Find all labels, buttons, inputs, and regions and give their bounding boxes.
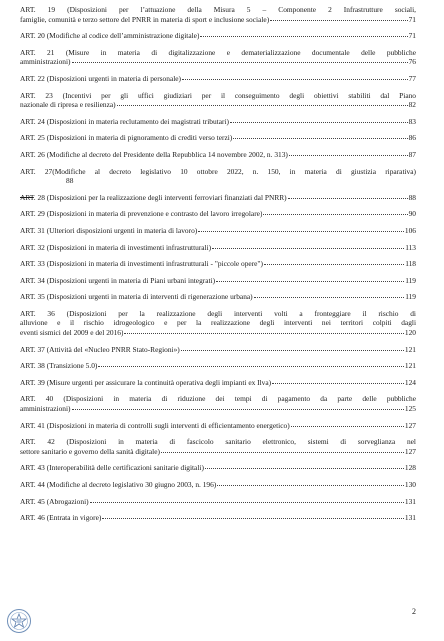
toc-page-number: 118 <box>405 259 416 269</box>
toc-page-number: 82 <box>408 100 416 110</box>
toc-page-number: 71 <box>408 14 416 24</box>
toc-page-number: 128 <box>404 463 416 473</box>
toc-entry-title-line: ART. 23 (Incentivi per gli uffici giudiziari per il conseguimento degli obiettivi stabiliti dal Piano <box>20 90 416 100</box>
leader-dots <box>212 248 404 249</box>
leader-dots <box>124 333 403 334</box>
toc-entry-title: ART. 35 (Disposizioni urgenti in materia di interventi di rigenerazione urbana) <box>20 292 253 302</box>
leader-dots <box>288 198 408 199</box>
leader-dots <box>264 264 404 265</box>
toc-entry-art-19[interactable] <box>20 5 416 24</box>
leader-dots <box>72 409 404 410</box>
leader-dots <box>270 20 407 21</box>
toc-entry-title: ART. 43 (Interoperabilità delle certificazioni sanitarie digitali) <box>20 463 204 473</box>
leader-dots <box>217 485 404 486</box>
toc-entry-art-27[interactable] <box>20 167 416 186</box>
toc-entry-art-45[interactable] <box>20 497 416 507</box>
toc-entry-title: ART. 34 (Disposizioni urgenti in materia di Piani urbani integrati) <box>20 275 216 285</box>
leader-dots <box>272 383 404 384</box>
toc-entry-title-line: alluvione e il rischio idrogeologico e per la realizzazione degli interventi nei territori colpiti dagli <box>20 318 416 328</box>
toc-entry-art-23[interactable] <box>20 91 416 110</box>
leader-dots <box>102 518 404 519</box>
toc-page-number: 120 <box>404 328 416 338</box>
leader-dots <box>233 138 407 139</box>
toc-entry-title-line: nazionale di ripresa e resilienza) <box>20 100 116 110</box>
toc-entry-art-28[interactable] <box>20 193 416 203</box>
leader-dots <box>205 468 404 469</box>
toc-entry-title-line: famiglie, comunità e terzo settore del PNRR in materia di sport e inclusione sociale) <box>20 14 270 24</box>
toc-entry-title-line: ART. 36 (Disposizioni per la realizzazione degli interventi volti a fronteggiare il rischio di <box>20 308 416 318</box>
toc-entry-art-38[interactable] <box>20 361 416 371</box>
toc-page-number: 87 <box>408 149 416 159</box>
toc-entry-title: ART. 37 (Attività del «Nucleo PNRR Stato-Regioni») <box>20 344 180 354</box>
leader-dots <box>181 350 404 351</box>
toc-page-number: 125 <box>404 404 416 414</box>
toc-entry-art-46[interactable] <box>20 513 416 523</box>
toc-entry-art-41[interactable] <box>20 421 416 431</box>
toc-page-number: 113 <box>405 242 416 252</box>
toc-entry-title-line: ART. 40 (Disposizioni in materia di riduzione dei tempi di pagamento da parte delle pubbliche <box>20 394 416 404</box>
toc-page-number: 119 <box>405 292 416 302</box>
toc-entry-title: ART. 25 (Disposizioni in materia di pignoramento di crediti verso terzi) <box>20 133 233 143</box>
toc-page-number: 106 <box>404 225 416 235</box>
toc-entry-title-line: ART. 19 (Disposizioni per l’attuazione della Misura 5 – Componente 2 Infrastrutture sociali, <box>20 5 416 14</box>
toc-entry-art-34[interactable] <box>20 276 416 286</box>
toc-entry-art-36[interactable] <box>20 309 416 338</box>
toc-page-number: 83 <box>408 116 416 126</box>
toc-entry-title-line: amministrazioni) <box>20 57 71 67</box>
toc-entry-title: ART. 31 (Ulteriori disposizioni urgenti in materia di lavoro) <box>20 225 198 235</box>
leader-dots <box>254 297 405 298</box>
toc-page-number: 121 <box>404 361 416 371</box>
toc-entry-art-43[interactable] <box>20 463 416 473</box>
toc-page-number: 121 <box>404 344 416 354</box>
table-of-contents <box>20 5 416 523</box>
toc-entry-title: ART. 44 (Modifiche al decreto legislativo 30 giugno 2003, n. 196) <box>20 480 217 489</box>
toc-entry-title: ART. 26 (Modifiche al decreto del Presidente della Repubblica 14 novembre 2002, n. 313) <box>20 149 288 159</box>
toc-entry-art-25[interactable] <box>20 133 416 143</box>
toc-entry-title-line: amministrazioni) <box>20 404 71 414</box>
leader-dots <box>263 214 407 215</box>
toc-entry-title: ART. 20 (Modifiche al codice dell’amministrazione digitale) <box>20 31 200 41</box>
toc-entry-title: ART. 22 (Disposizioni urgenti in materia di personale) <box>20 73 182 83</box>
toc-page-number: 77 <box>408 73 416 83</box>
toc-entry-art-21[interactable] <box>20 48 416 67</box>
toc-page-number: 127 <box>404 446 416 456</box>
toc-entry-art-33[interactable] <box>20 259 416 269</box>
toc-page-number: 90 <box>408 209 416 219</box>
toc-page-number: 76 <box>408 57 416 67</box>
leader-dots <box>98 366 404 367</box>
leader-dots <box>291 426 404 427</box>
toc-entry-title: ART. 32 (Disposizioni in materia di investimenti infrastrutturali) <box>20 242 212 252</box>
toc-entry-art-26[interactable] <box>20 150 416 160</box>
leader-dots <box>90 502 404 503</box>
page-number: 2 <box>412 607 416 616</box>
toc-entry-title-line: ART. 42 (Disposizioni in materia di fascicolo sanitario elettronico, sistemi di sorveglianza nel <box>20 437 416 447</box>
toc-entry-art-29[interactable] <box>20 209 416 219</box>
toc-entry-title: ART. 39 (Misure urgenti per assicurare la continuità operativa degli impianti ex Ilva) <box>20 377 272 387</box>
toc-entry-art-44[interactable] <box>20 480 416 490</box>
toc-entry-title: ART. 24 (Disposizioni in materia reclutamento dei magistrati tributari) <box>20 116 229 126</box>
leader-dots <box>161 452 404 453</box>
toc-entry-art-32[interactable] <box>20 243 416 253</box>
toc-page-number: 130 <box>404 480 416 489</box>
toc-entry-title-line: settore sanitario e governo della sanità digitale) <box>20 446 160 456</box>
leader-dots <box>182 79 408 80</box>
struck-text: ART <box>20 192 34 202</box>
toc-entry-art-40[interactable] <box>20 394 416 413</box>
leader-dots <box>198 231 404 232</box>
toc-entry-art-39[interactable] <box>20 378 416 388</box>
toc-entry-art-37[interactable] <box>20 345 416 355</box>
toc-page-number: 131 <box>404 513 416 523</box>
leader-dots <box>216 281 404 282</box>
toc-entry-art-22[interactable] <box>20 74 416 84</box>
toc-entry-art-20[interactable] <box>20 31 416 41</box>
toc-page-number: 127 <box>404 420 416 430</box>
toc-entry-art-35[interactable] <box>20 292 416 302</box>
toc-entry-title: ART. 41 (Disposizioni in materia di controlli sugli interventi di efficientamento energetico) <box>20 420 290 430</box>
toc-page-number: 86 <box>408 133 416 143</box>
toc-entry-title: ART. 33 (Disposizioni in materia di investimenti infrastrutturali - "piccole opere") <box>20 259 263 269</box>
toc-entry-title: ART. 46 (Entrata in vigore) <box>20 513 102 523</box>
toc-page-number: 124 <box>404 377 416 387</box>
toc-entry-title-line: ART. 21 (Misure in materia di digitalizzazione e dematerializzazione documentale delle pubbliche <box>20 47 416 57</box>
leader-dots <box>289 155 408 156</box>
toc-page-number: 119 <box>405 275 416 285</box>
toc-page-number: 71 <box>408 31 416 41</box>
toc-entry-title: . 28 (Disposizioni per la realizzazione degli interventi ferroviari finanziati dal PNRR) <box>33 192 287 202</box>
toc-page-number: 88 <box>408 192 416 202</box>
toc-page-number: 88 <box>66 176 74 186</box>
leader-dots <box>117 105 408 106</box>
toc-entry-title: ART. 29 (Disposizioni in materia di prevenzione e contrasto del lavoro irregolare) <box>20 209 263 219</box>
toc-entry-title-line: ART. 27(Modifiche al decreto legislativo 10 ottobre 2022, n. 150, in materia di giustizia riparativa) <box>20 166 416 176</box>
toc-entry-title: ART. 38 (Transizione 5.0) <box>20 361 98 371</box>
toc-entry-title: ART. 45 (Abrogazioni) <box>20 496 89 506</box>
toc-page-number: 131 <box>404 496 416 506</box>
emblem-seal-icon <box>6 608 32 634</box>
leader-dots <box>72 62 408 63</box>
toc-entry-art-42[interactable] <box>20 437 416 456</box>
leader-dots <box>200 36 407 37</box>
toc-entry-title-line: eventi sismici del 2009 e del 2016) <box>20 328 124 338</box>
toc-entry-art-24[interactable] <box>20 117 416 127</box>
leader-dots <box>230 122 408 123</box>
toc-entry-art-31[interactable] <box>20 226 416 236</box>
